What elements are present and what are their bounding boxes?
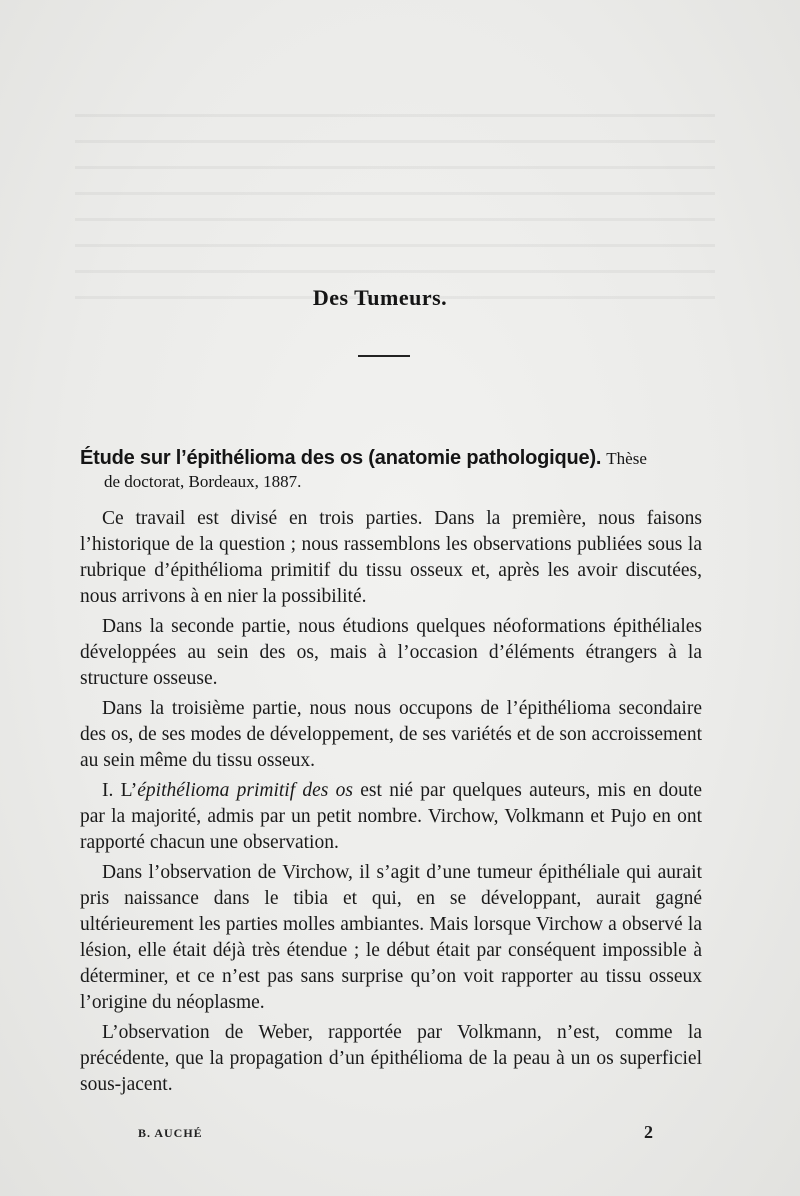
entry-title-main: Étude sur l’épithélioma des os (anatomie pathologique). <box>80 447 602 469</box>
section-title: Des Tumeurs. <box>312 285 448 310</box>
entry-title-rest: Thèse <box>606 449 647 468</box>
paragraph-4-prefix: I. L’ <box>102 780 138 801</box>
paragraph-4-italic: épithélioma primitif des os <box>137 780 353 801</box>
paragraph-4 <box>80 778 702 856</box>
body-text <box>80 506 702 1102</box>
page-number: 2 <box>644 1122 653 1142</box>
paragraph-6: L’observation de Weber, rapportée par Volkmann, n’est, comme la précédente, que la propagation d’un épithélioma de la peau à un os superficiel sous-jacent. <box>80 1022 702 1095</box>
title-divider <box>358 355 410 357</box>
paragraph-2: Dans la seconde partie, nous étudions quelques néoformations épithéliales développées au sein des os, mais à l’occasion d’éléments étrangers à la structure osseuse. <box>80 616 702 689</box>
entry-title-sub: de doctorat, Bordeaux, 1887. <box>104 472 302 491</box>
footer-author: B. AUCHÉ <box>138 1126 203 1140</box>
paragraph-3: Dans la troisième partie, nous nous occupons de l’épithélioma secondaire des os, de ses modes de développement, de ses variétés et de son accroissement au sein même du tissu osseux. <box>80 698 702 771</box>
entry-title <box>80 446 720 493</box>
paragraph-4-rest: est nié par quelques auteurs, mis en doute par la majorité, admis par un petit nombre. Virchow, Volkmann et Pujo en ont rapporté chacun une observation. <box>80 780 702 853</box>
paragraph-5: Dans l’observation de Virchow, il s’agit d’une tumeur épithéliale qui aurait pris naissance dans le tibia et qui, en se développant, aurait gagné ultérieurement les parties molles ambiantes. Mais lorsque Virchow a observé la lésion, elle était déjà très étendue ; le début était par conséquent impossible à déterminer, et ce n’est pas sans surprise qu’on voit rapporter au tissu osseux l’origine du néoplasme. <box>80 862 702 1013</box>
paragraph-1: Ce travail est divisé en trois parties. Dans la première, nous faisons l’historique de la question ; nous rassemblons les observations publiées sous la rubrique d’épithélioma primitif du tissu osseux et, après les avoir discutées, nous arrivons à en nier la possibilité. <box>80 508 702 607</box>
bleed-through-texture <box>75 100 715 300</box>
